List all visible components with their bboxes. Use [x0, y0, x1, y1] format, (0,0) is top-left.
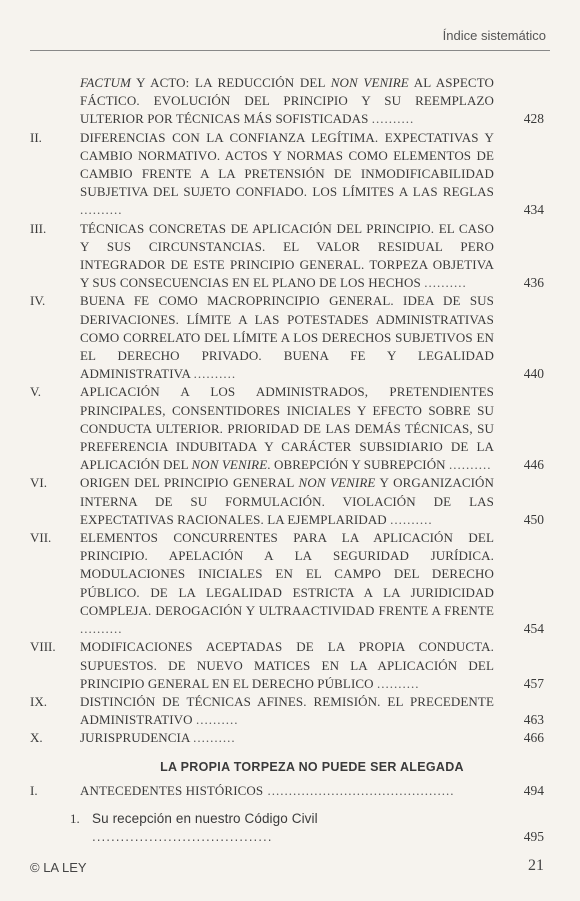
dot-leader: ..........	[390, 511, 433, 527]
toc-entry[interactable]	[30, 474, 544, 529]
toc-entry-number: IV.	[30, 293, 46, 309]
toc-entry-page: 494	[523, 783, 544, 798]
dot-leader: ......................................	[92, 829, 273, 845]
page-number: 21	[528, 857, 544, 874]
dot-leader: ..........	[195, 712, 239, 728]
toc-entry[interactable]	[30, 529, 544, 638]
toc-entry[interactable]	[30, 292, 544, 383]
toc-entry-page: 434	[523, 202, 544, 218]
toc-entry-number: III.	[30, 220, 47, 236]
toc-entry-title: Su recepción en nuestro Código Civil ......................................	[92, 811, 318, 845]
toc-entry-title: DIFERENCIAS CON LA CONFIANZA LEGÍTIMA. EXPECTATIVAS Y CAMBIO NORMATIVO. ACTOS Y NORMAS COMO ELEMENTOS DE CAMBIO FRENTE A LA PRETENSIÓN DE INMODIFICABILIDAD SUBJETIVA DEL SUJETO CONFIADO. LOS LÍMITES A LAS REGLAS ..........	[80, 129, 494, 218]
toc-entry-page: 457	[523, 675, 544, 691]
toc-entry-page: 446	[523, 457, 544, 473]
dot-leader: ..........	[449, 457, 492, 473]
toc-entry[interactable]	[30, 810, 544, 846]
toc-entry-number: IX.	[30, 693, 47, 709]
toc-entry-number: 1.	[70, 811, 80, 827]
toc-entry[interactable]	[30, 383, 544, 474]
toc-entry-number: VI.	[30, 475, 47, 491]
toc-entry-number: V.	[30, 384, 41, 400]
toc-entry-page: 463	[523, 712, 544, 728]
toc-entry-page: 436	[523, 275, 544, 291]
toc-entry[interactable]	[30, 129, 544, 220]
toc-entry-number: X.	[30, 730, 43, 746]
dot-leader: ..........	[193, 366, 237, 382]
toc-entry-title: JURISPRUDENCIA ..........	[80, 730, 236, 746]
toc-entry-title: DISTINCIÓN DE TÉCNICAS AFINES. REMISIÓN. EL PRECEDENTE ADMINISTRATIVO ..........	[80, 693, 494, 728]
section-contents	[30, 780, 544, 847]
dot-leader: ..........	[80, 621, 123, 637]
toc-entry-page: 454	[523, 621, 544, 637]
toc-entry-page: 466	[523, 730, 544, 746]
running-head: Índice sistemático	[442, 28, 546, 43]
toc-entry-title: TÉCNICAS CONCRETAS DE APLICACIÓN DEL PRINCIPIO. EL CASO Y SUS CIRCUNSTANCIAS. EL VALOR RESIDUAL PERO INTEGRADOR DE ESTE PRINCIPIO GENERAL. TORPEZA OBJETIVA Y SUS CONSECUENCIAS EN EL PLANO DE LOS HECHOS ..........	[80, 220, 494, 291]
toc-entry-page: 450	[523, 511, 544, 527]
toc-entry-title: ELEMENTOS CONCURRENTES PARA LA APLICACIÓN DEL PRINCIPIO. APELACIÓN A LA SEGURIDAD JURÍDICA. MODULACIONES INICIALES EN EL CAMPO DEL DERECHO PÚBLICO. DE LA LEGALIDAD ESTRICTA A LA JURIDICIDAD COMPLEJA. DEROGACIÓN Y ULTRAACTIVIDAD FRENTE A FRENTE ..........	[80, 530, 494, 637]
toc-entry[interactable]	[30, 693, 544, 729]
header-rule	[30, 50, 550, 51]
dot-leader: ..........	[193, 730, 236, 746]
toc-entry[interactable]	[30, 638, 544, 693]
toc-entry-title: APLICACIÓN A LOS ADMINISTRADOS, PRETENDIENTES PRINCIPALES, CONSENTIDORES INICIALES Y EFECTO SOBRE SU CONDUCTA ULTERIOR. PRIORIDAD DE LAS DEMÁS TÉCNICAS, SU PREFERENCIA INDUBITADA Y CARÁCTER SUBSIDIARIO DE LA APLICACIÓN DEL NON VENIRE. OBREPCIÓN Y SUBREPCIÓN ..........	[80, 384, 494, 473]
toc-entry-number: II.	[30, 129, 42, 145]
toc-entry-page: 440	[523, 366, 544, 382]
toc-entry-title: BUENA FE COMO MACROPRINCIPIO GENERAL. IDEA DE SUS DERIVACIONES. LÍMITE A LAS POTESTADES ADMINISTRATIVAS COMO CORRELATO DEL LÍMITE A LOS DERECHOS SUBJETIVOS EN EL DERECHO PRIVADO. BUENA FE Y LEGALIDAD ADMINISTRATIVA ..........	[80, 293, 494, 382]
dot-leader: ..........	[80, 202, 123, 218]
toc-entry-page: 428	[523, 111, 544, 127]
dot-leader: ..........	[371, 111, 415, 127]
toc-entry-number: VII.	[30, 530, 52, 546]
toc-entry[interactable]	[30, 74, 544, 129]
toc-entry-number: VIII.	[30, 639, 56, 655]
toc-entry[interactable]	[30, 220, 544, 293]
section-title: LA PROPIA TORPEZA NO PUEDE SER ALEGADA	[160, 760, 464, 774]
dot-leader: ............................................	[263, 783, 455, 798]
toc-entry-title: FACTUM Y ACTO: LA REDUCCIÓN DEL NON VENIRE AL ASPECTO FÁCTICO. EVOLUCIÓN DEL PRINCIPIO Y SU REEMPLAZO ULTERIOR POR TÉCNICAS MÁS SOFISTICADAS ..........	[80, 75, 494, 127]
toc-entry-title: ORIGEN DEL PRINCIPIO GENERAL NON VENIRE Y ORGANIZACIÓN INTERNA DE SU FORMULACIÓN. VIOLACIÓN DE LAS EXPECTATIVAS RACIONALES. LA EJEMPLARIDAD ..........	[80, 475, 494, 527]
table-of-contents	[30, 74, 544, 748]
toc-entry-title: MODIFICACIONES ACEPTADAS DE LA PROPIA CONDUCTA. SUPUESTOS. DE NUEVO MATICES EN LA APLICACIÓN DEL PRINCIPIO GENERAL EN EL DERECHO PÚBLICO ..........	[80, 639, 494, 691]
toc-entry-title: ANTECEDENTES HISTÓRICOS ............................................	[80, 783, 455, 798]
toc-entry[interactable]	[30, 729, 544, 747]
dot-leader: ..........	[424, 275, 467, 291]
toc-entry-page: 495	[523, 829, 544, 845]
publisher-footer: © LA LEY	[30, 860, 87, 875]
toc-entry[interactable]	[30, 782, 544, 800]
dot-leader: ..........	[376, 675, 420, 691]
toc-entry-number: I.	[30, 783, 38, 798]
